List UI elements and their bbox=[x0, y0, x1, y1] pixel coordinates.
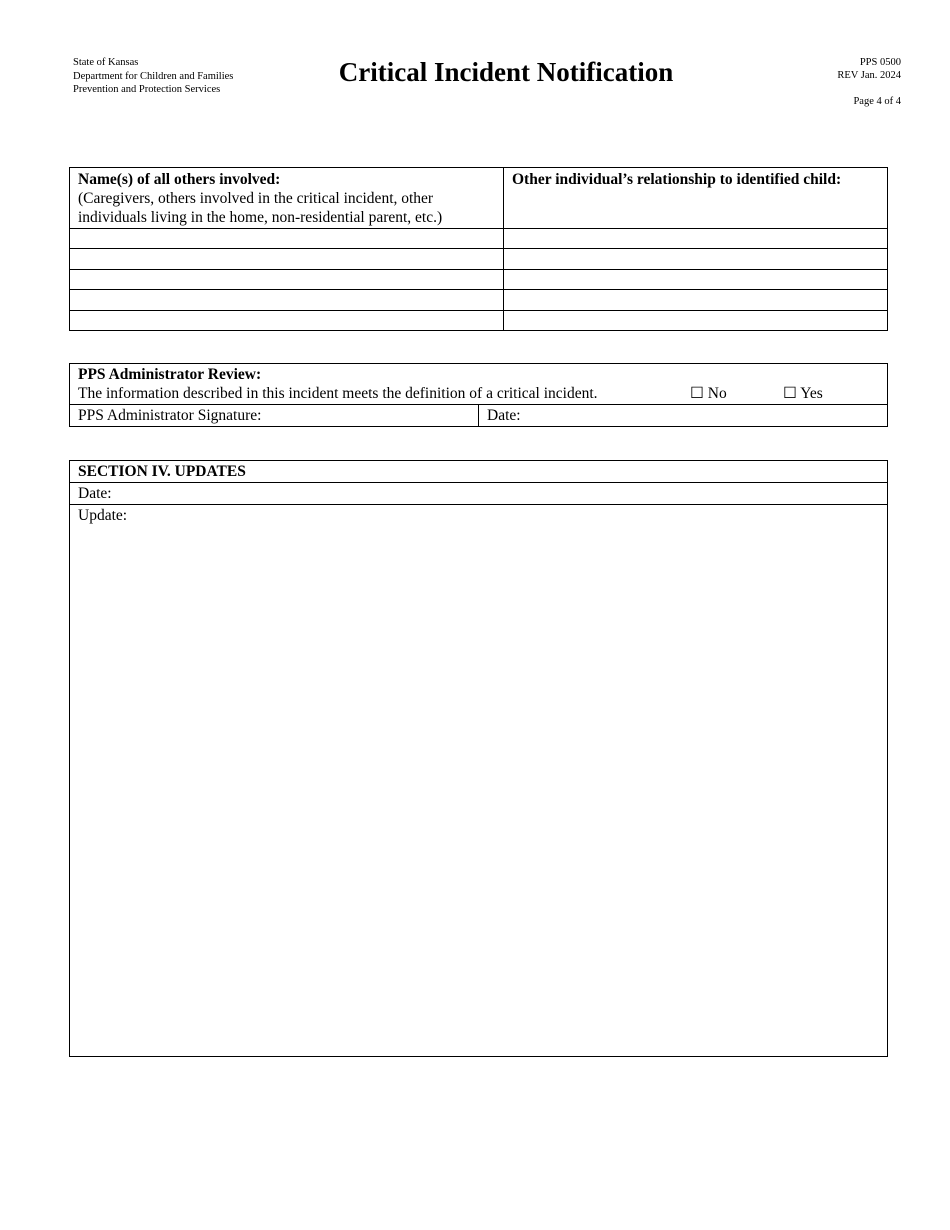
signature-field[interactable] bbox=[70, 405, 479, 427]
admin-review-row bbox=[70, 364, 888, 405]
signature-row bbox=[70, 405, 888, 427]
update-date-field[interactable] bbox=[70, 483, 888, 505]
relationship-header-cell bbox=[504, 168, 888, 229]
relationship-input-cell[interactable] bbox=[504, 310, 888, 330]
updates-heading: SECTION IV. UPDATES bbox=[70, 461, 888, 483]
update-text-field[interactable] bbox=[70, 505, 888, 1057]
updates-heading-row bbox=[70, 461, 888, 483]
critical-incident-statement-row bbox=[78, 384, 879, 403]
no-checkbox[interactable]: ☐ No bbox=[690, 385, 727, 402]
updates-table bbox=[69, 460, 888, 1057]
relationship-input-cell[interactable] bbox=[504, 290, 888, 310]
relationship-input-cell[interactable] bbox=[504, 269, 888, 289]
name-input-cell[interactable] bbox=[70, 229, 504, 249]
table-row bbox=[70, 269, 888, 289]
table-row bbox=[70, 310, 888, 330]
table-row bbox=[70, 229, 888, 249]
names-header-cell bbox=[70, 168, 504, 229]
update-date-label: Date: bbox=[78, 485, 112, 502]
signature-label: PPS Administrator Signature: bbox=[78, 407, 262, 424]
page-number: Page 4 of 4 bbox=[853, 96, 901, 107]
review-date-field[interactable] bbox=[479, 405, 888, 427]
name-input-cell[interactable] bbox=[70, 290, 504, 310]
admin-review-heading: PPS Administrator Review: bbox=[78, 366, 262, 383]
names-heading: Name(s) of all others involved: bbox=[78, 171, 281, 188]
others-involved-table bbox=[69, 167, 888, 331]
relationship-input-cell[interactable] bbox=[504, 249, 888, 269]
agency-line-division: Prevention and Protection Services bbox=[73, 84, 221, 95]
table-row bbox=[70, 290, 888, 310]
yes-checkbox[interactable]: ☐ Yes bbox=[783, 385, 823, 402]
critical-incident-statement: The information described in this incident meets the definition of a critical incident. bbox=[78, 385, 598, 402]
name-input-cell[interactable] bbox=[70, 269, 504, 289]
update-label: Update: bbox=[78, 507, 128, 524]
update-text-row bbox=[70, 505, 888, 1057]
names-note: (Caregivers, others involved in the critical incident, other individuals living in the home, non-residential parent, etc.) bbox=[78, 190, 443, 226]
form-number: PPS 0500 bbox=[859, 57, 901, 68]
update-date-row bbox=[70, 483, 888, 505]
agency-line-department: Department for Children and Families bbox=[73, 70, 234, 82]
admin-review-cell bbox=[70, 364, 888, 405]
others-table-header-row bbox=[70, 168, 888, 229]
form-id-block bbox=[837, 56, 901, 108]
review-date-label: Date: bbox=[487, 407, 521, 424]
form-title: Critical Incident Notification bbox=[338, 57, 674, 87]
relationship-input-cell[interactable] bbox=[504, 229, 888, 249]
name-input-cell[interactable] bbox=[70, 249, 504, 269]
admin-review-table bbox=[69, 363, 888, 427]
name-input-cell[interactable] bbox=[70, 310, 504, 330]
form-revision: REV Jan. 2024 bbox=[837, 70, 901, 81]
table-row bbox=[70, 249, 888, 269]
relationship-heading: Other individual’s relationship to identified child: bbox=[512, 171, 842, 188]
agency-line-state: State of Kansas bbox=[73, 57, 139, 68]
